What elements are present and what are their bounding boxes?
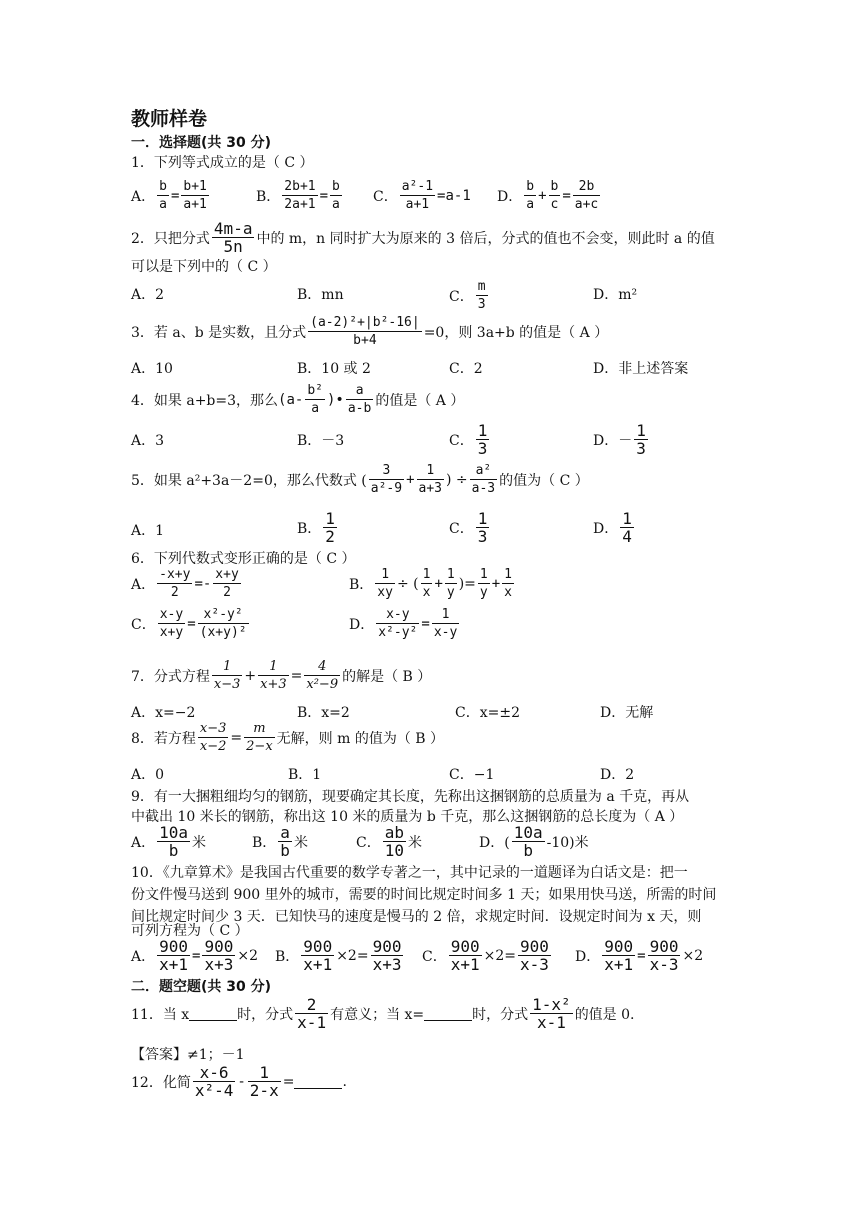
q2-stem-line2: 可以是下列中的（ C ） — [131, 259, 277, 275]
q8-option-a: A．0 — [131, 767, 165, 783]
q10-stem-line4: 可列方程为（ C ） — [131, 923, 249, 939]
q11-blank-2[interactable] — [424, 1006, 472, 1021]
q4-option-c: C． $\frac{1}{3}$ — [449, 421, 488, 458]
q11-blank-1[interactable] — [189, 1006, 237, 1021]
q3-option-c: C．2 — [449, 361, 483, 377]
q1-option-a: A． $\frac{b}{a}$ = $\frac{b+1}{a+1}$ — [131, 179, 207, 212]
q5-option-b: B． $\frac{1}{2}$ — [297, 509, 335, 546]
q6-option-c: C． $\frac{x-y}{x+y}$ = $\frac{\text{x²-y²}}{\text{(x+y)²}}$ — [131, 607, 247, 640]
q2-option-b: B．mn — [297, 287, 344, 303]
q10-stem-line1: 10．《九章算术》是我国古代重要的数学专著之一，其中记录的一道题译为白话文是：把一 — [131, 865, 688, 881]
q9-option-b: B． $\frac{a}{b}$ 米 — [252, 823, 308, 860]
section-heading-choice: 一．选择题(共 30 分) — [131, 135, 272, 151]
q10-option-d: D． $\frac{900}{x+1}$ = $\frac{900}{x-3}$ ×2 — [575, 937, 704, 974]
q3-option-b: B．10 或 2 — [297, 361, 371, 377]
q7-option-a: A．x=−2 — [131, 705, 196, 721]
q9-option-a: A． $\frac{10a}{b}$ 米 — [131, 823, 207, 860]
q8-stem: 8．若方程 $\frac{x-3}{x-2}$ = $\frac{m}{2-x}$ 无解，则 m 的值为（ B ） — [131, 721, 445, 754]
q2-stem: 2．只把分式 $\frac{4m-a}{5n}$ 中的 m，n 同时扩大为原来的 3 倍后，分式的值也不会变，则此时 a 的值 — [131, 219, 715, 256]
q1-stem: 1．下列等式成立的是（ C ） — [131, 155, 314, 171]
q6-stem: 6．下列代数式变形正确的是（ C ） — [131, 551, 356, 567]
q2-option-a: A．2 — [131, 287, 165, 303]
q3-stem: 3．若 a、b 是实数，且分式 $\frac{\text{(a-2)²+|b²-16|}}{b+4}$ =0，则 3a+b 的值是（ A ） — [131, 315, 609, 348]
q3-option-a: A．10 — [131, 361, 173, 377]
section-heading-fill: 二．题空题(共 30 分) — [131, 979, 272, 995]
q1-option-b: B． $\frac{2b+1}{2a+1}$ = $\frac{b}{a}$ — [256, 179, 340, 212]
q10-stem-line3: 间比规定时间少 3 天．已知快马的速度是慢马的 2 倍，求规定时间．设规定时间为 x 天，则 — [131, 909, 702, 925]
q4-stem: 4．如果 a+b=3，那么 (a- $\frac{\text{b²}}{a}$ )• $\frac{a}{a-b}$ 的值是（ A ） — [131, 383, 465, 416]
q4-option-b: B．－3 — [297, 433, 345, 449]
q11-answer: 【答案】≠1；－1 — [131, 1047, 245, 1063]
q7-option-c: C．x=±2 — [455, 705, 520, 721]
q11-stem: 11．当 x 时，分式 $\frac{2}{x-1}$ 有意义；当 x= 时，分式 $\frac{\text{1-x²}}{x-1}$ 的值是 0. — [131, 995, 635, 1032]
q2-option-c: C． $\frac{m}{3}$ — [449, 279, 486, 312]
q6-option-b: B． $\frac{1}{xy}$ ÷ ( $\frac{1}{x}$ + $\frac{1}{y}$ )= $\frac{1}{y}$ + $\frac{1}{x}$ — [349, 567, 512, 600]
q6-option-d: D． $\frac{x-y}{\text{x²-y²}}$ = $\frac{1}{x-y}$ — [349, 607, 458, 640]
q8-option-b: B．1 — [288, 767, 322, 783]
q7-option-b: B．x=2 — [297, 705, 350, 721]
q12-blank[interactable] — [294, 1074, 342, 1089]
page-title: 教师样卷 — [131, 108, 208, 130]
q10-option-b: B． $\frac{900}{x+1}$ ×2= $\frac{900}{x+3}$ — [275, 937, 402, 974]
q8-option-c: C．−1 — [449, 767, 495, 783]
q10-option-a: A． $\frac{900}{x+1}$ = $\frac{900}{x+3}$ ×2 — [131, 937, 259, 974]
q1-option-c: C． $\frac{\text{a²-1}}{a+1}$ =a-1 — [373, 179, 471, 212]
q7-option-d: D．无解 — [600, 705, 654, 721]
q10-stem-line2: 份文件慢马送到 900 里外的城市，需要的时间比规定时间多 1 天；如果用快马送，所需的时间 — [131, 887, 717, 903]
q9-option-d: D．( $\frac{10a}{b}$ -10)米 — [479, 823, 589, 860]
q9-option-c: C． $\frac{ab}{10}$ 米 — [356, 823, 422, 860]
q5-option-d: D． $\frac{1}{4}$ — [593, 509, 632, 546]
q9-stem-line1: 9．有一大捆粗细均匀的钢筋，现要确定其长度，先称出这捆钢筋的总质量为 a 千克，再从 — [131, 789, 690, 805]
q5-option-a: A．1 — [131, 523, 165, 539]
q5-option-c: C． $\frac{1}{3}$ — [449, 509, 488, 546]
q4-option-a: A．3 — [131, 433, 165, 449]
q5-stem: 5．如果 a²+3a－2=0，那么代数式 ( $\frac{3}{\text{a²-9}}$ + $\frac{1}{a+3}$ ) ÷ $\frac{\text{a²}}{a-3}$ 的值为（ C ） — [131, 463, 589, 496]
q10-option-c: C． $\frac{900}{x+1}$ ×2= $\frac{900}{x-3}$ — [422, 937, 549, 974]
q6-option-a: A． $\frac{-x+y}{2}$ =- $\frac{x+y}{2}$ — [131, 567, 239, 600]
q9-stem-line2: 中截出 10 米长的钢筋，称出这 10 米的质量为 b 千克，那么这捆钢筋的总长度为（ A ） — [131, 809, 684, 825]
q8-option-d: D．2 — [600, 767, 635, 783]
q7-stem: 7．分式方程 $\frac{1}{x-3}$ + $\frac{1}{x+3}$ = $\frac{4}{\text{x²−9}}$ 的解是（ B ） — [131, 659, 432, 692]
q4-option-d: D．－ $\frac{1}{3}$ — [593, 421, 646, 458]
q1-option-d: D． $\frac{b}{a}$ + $\frac{b}{c}$ = $\frac{2b}{a+c}$ — [497, 179, 599, 212]
q3-option-d: D．非上述答案 — [593, 361, 689, 377]
q2-option-d: D．m² — [593, 287, 638, 303]
q12-stem: 12．化简 $\frac{x-6}{\text{x²-4}}$ - $\frac{1}{2-x}$ = . — [131, 1063, 347, 1100]
